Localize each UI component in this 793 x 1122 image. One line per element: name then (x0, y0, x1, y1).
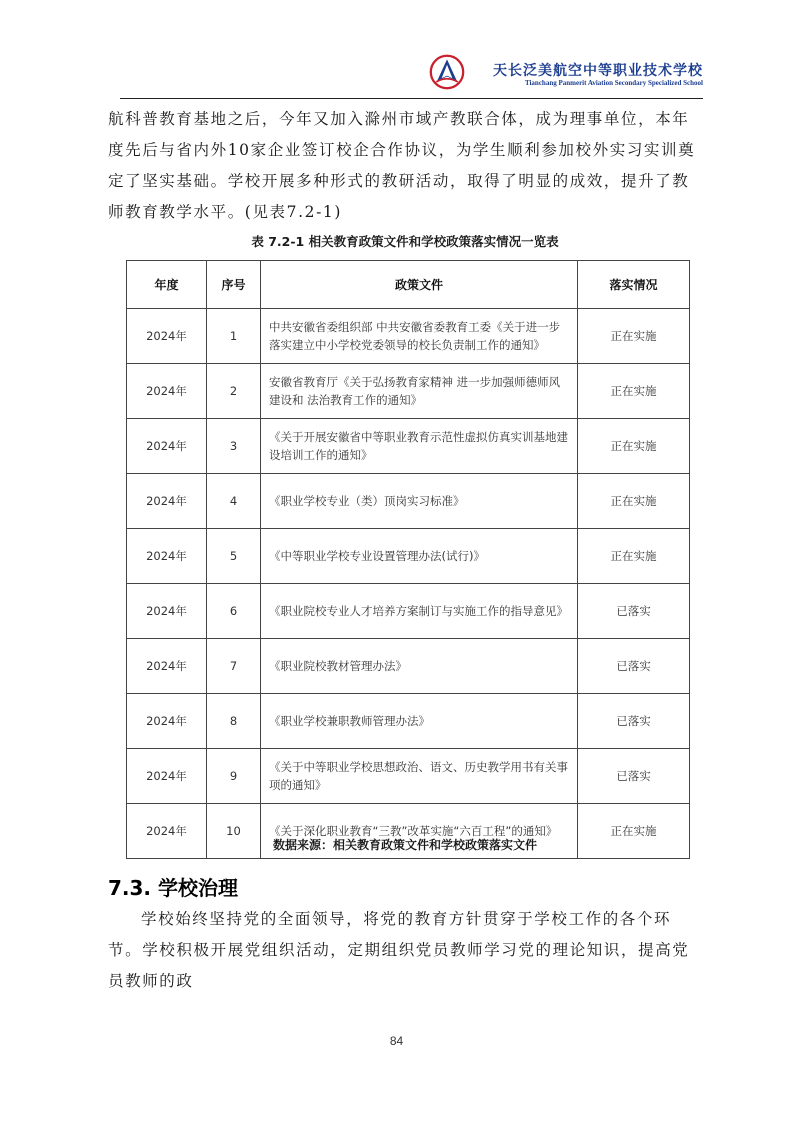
table-row (127, 419, 690, 474)
cell-document: 《职业学校专业（类）顶岗实习标准》 (261, 474, 578, 529)
cell-status: 正在实施 (578, 364, 690, 419)
page-number: 84 (389, 1034, 404, 1048)
cell-document: 《职业学校兼职教师管理办法》 (261, 694, 578, 749)
cell-year: 2024年 (127, 419, 207, 474)
table-header-row (127, 261, 690, 309)
cell-year: 2024年 (127, 804, 207, 859)
cell-document: 《中等职业学校专业设置管理办法(试行)》 (261, 529, 578, 584)
table-row (127, 474, 690, 529)
cell-no: 3 (207, 419, 261, 474)
cell-no: 2 (207, 364, 261, 419)
cell-no: 8 (207, 694, 261, 749)
cell-status: 正在实施 (578, 474, 690, 529)
cell-year: 2024年 (127, 309, 207, 364)
header-status: 落实情况 (578, 261, 690, 309)
cell-year: 2024年 (127, 474, 207, 529)
cell-status: 已落实 (578, 584, 690, 639)
cell-no: 9 (207, 749, 261, 804)
section-title: 7.3. 学校治理 (108, 876, 238, 900)
table-source-note: 数据来源：相关教育政策文件和学校政策落实文件 (272, 838, 537, 852)
school-name-en: Tianchang Panmerit Aviation Secondary Specialized School (524, 79, 703, 87)
cell-document: 《职业院校专业人才培养方案制订与实施工作的指导意见》 (261, 584, 578, 639)
cell-year: 2024年 (127, 584, 207, 639)
cell-document: 《职业院校教材管理办法》 (261, 639, 578, 694)
table-row (127, 529, 690, 584)
cell-status: 正在实施 (578, 419, 690, 474)
cell-document: 《关于开展安徽省中等职业教育示范性虚拟仿真实训基地建设培训工作的通知》 (261, 419, 578, 474)
cell-document: 中共安徽省委组织部 中共安徽省委教育工委《关于进一步落实建立中小学校党委领导的校长负责制工作的通知》 (261, 309, 578, 364)
table-row (127, 694, 690, 749)
cell-no: 4 (207, 474, 261, 529)
cell-year: 2024年 (127, 694, 207, 749)
table-row (127, 584, 690, 639)
header-divider (120, 98, 703, 99)
cell-no: 5 (207, 529, 261, 584)
cell-status: 已落实 (578, 639, 690, 694)
cell-document: 安徽省教育厅《关于弘扬教育家精神 进一步加强师德师风建设和 法治教育工作的通知》 (261, 364, 578, 419)
cell-no: 1 (207, 309, 261, 364)
section-paragraph: 学校始终坚持党的全面领导，将党的教育方针贯穿于学校工作的各个环节。学校积极开展党组织活动，定期组织党员教师学习党的理论知识，提高党员教师的政 (108, 910, 690, 990)
table-row (127, 364, 690, 419)
cell-no: 10 (207, 804, 261, 859)
cell-year: 2024年 (127, 749, 207, 804)
cell-status: 正在实施 (578, 804, 690, 859)
cell-year: 2024年 (127, 364, 207, 419)
table-row (127, 309, 690, 364)
cell-year: 2024年 (127, 529, 207, 584)
aviation-school-logo-icon (429, 54, 465, 90)
table-caption: 表 7.2-1 相关教育政策文件和学校政策落实情况一览表 (251, 234, 559, 249)
intro-paragraph: 航科普教育基地之后，今年又加入滁州市域产教联合体，成为理事单位，本年度先后与省内外10家企业签订校企合作协议，为学生顺利参加校外实习实训奠定了坚实基础。学校开展多种形式的教研活动，取得了明显的成效，提升了教师教育教学水平。(见表7.2-1) (108, 110, 696, 221)
cell-status: 已落实 (578, 694, 690, 749)
cell-status: 已落实 (578, 749, 690, 804)
school-name-cn: 天长泛美航空中等职业技术学校 (493, 63, 703, 79)
cell-document: 《关于中等职业学校思想政治、语文、历史教学用书有关事项的通知》 (261, 749, 578, 804)
header-year: 年度 (127, 261, 207, 309)
cell-no: 7 (207, 639, 261, 694)
header-no: 序号 (207, 261, 261, 309)
cell-document: 《关于深化职业教育“三教”改革实施“六百工程”的通知》 (261, 804, 578, 859)
cell-status: 正在实施 (578, 529, 690, 584)
table-row (127, 749, 690, 804)
header-document: 政策文件 (261, 261, 578, 309)
page-header (120, 50, 703, 98)
policy-table (126, 260, 690, 859)
table-row (127, 639, 690, 694)
cell-year: 2024年 (127, 639, 207, 694)
cell-status: 正在实施 (578, 309, 690, 364)
cell-no: 6 (207, 584, 261, 639)
